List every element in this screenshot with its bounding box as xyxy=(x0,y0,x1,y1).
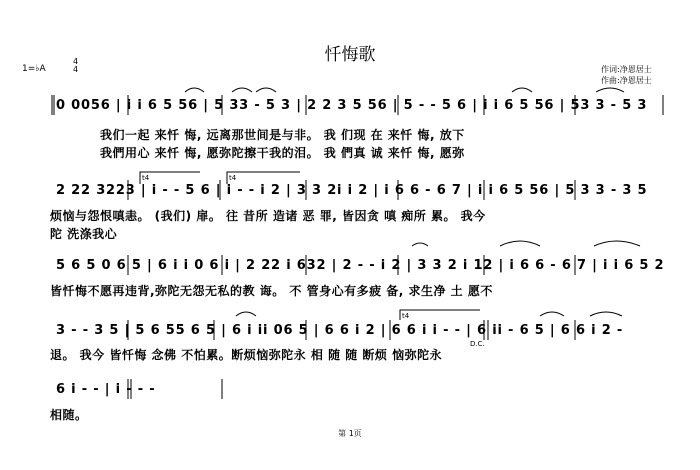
staff-row-2-notes: 2 22 3223 | i - - 5 6 | i - - i 2 | 3 3 2i i 2 | i 6 6 - 6 7 | i i 6 5 56 | 5 3 3 - 3 5 xyxy=(56,183,648,198)
slur xyxy=(236,312,256,316)
composer-credit: 作曲:净恩居士 xyxy=(601,76,652,85)
slur xyxy=(185,88,204,92)
staff-row-2-lyric-2: 陀 洗涤我心 xyxy=(50,227,118,241)
volta-bracket-3 xyxy=(400,310,480,320)
staff-row-1-lyric-1: 我们一起 来忏 悔, 远离那世间是与非。 我 们现 在 来忏 悔, 放下 xyxy=(100,128,465,142)
volta-mark-1: t4 xyxy=(142,174,150,182)
staff-row-2-lyric-1: 烦恼与怨恨嗔恚。 (我们) 扉。 往 昔所 造诸 恶 罪, 皆因贪 嗔 痴所 累。 我今 xyxy=(50,209,486,223)
staff-row-3-notes: 5 6 5 0 6 5 | 6 i i 0 6 i | 2 22 i 632 | 2 - - i 2 | 3 3 2 i 12 | i 6 6 - 6 7 | i i 6 5 2 xyxy=(56,258,665,273)
da-capo-mark: D.C. xyxy=(470,340,485,348)
slur xyxy=(540,312,564,316)
lyricist-credit: 作词:净恩居士 xyxy=(601,65,652,74)
volta-mark-3: t4 xyxy=(402,312,410,320)
staff-row-3-lyric-1: 皆忏悔不愿再违背,弥陀无怨无私的教 诲。 不 管身心有多疲 备, 求生净 土 愿不 xyxy=(50,284,493,298)
volta-bracket-2 xyxy=(227,172,300,184)
volta-mark-2: t4 xyxy=(229,174,237,182)
volta-bracket-1 xyxy=(140,172,200,184)
page-title: 忏悔歌 xyxy=(324,45,376,65)
slur xyxy=(412,243,428,246)
slur xyxy=(512,88,532,92)
slur xyxy=(596,88,624,92)
slur xyxy=(500,241,540,246)
page-number: 第 1页 xyxy=(338,429,362,438)
staff-row-5-lyric-1: 相随。 xyxy=(50,408,88,422)
slur xyxy=(594,241,640,246)
slur xyxy=(256,88,276,92)
slur xyxy=(590,312,622,316)
meter-bottom: 4 xyxy=(73,65,79,74)
staff-row-1-notes: 0 0056 | i i 6 5 56 | 5 33 - 5 3 | 2 2 3 5 56 | 5 - - 5 6 | i i 6 5 56 | 53 3 - 5 3 xyxy=(56,98,648,113)
meter-top: 4 xyxy=(73,57,79,66)
staff-row-1-lyric-2: 我們用心 来忏 悔, 愿弥陀擦干我的泪。 我 們真 诚 来忏 悔, 愿弥 xyxy=(100,146,465,160)
staff-row-5-notes: 6 i - - | i - - - xyxy=(56,382,156,397)
key-signature: 1=♭A xyxy=(22,64,46,74)
slur xyxy=(232,88,252,92)
staff-row-4-notes: 3 - - 3 5 | 5 6 55 6 5 | 6 i ii 06 5 | 6 6 i 2 | 6 6 i i - - | 6 ii - 6 5 | 6 6 i 2 - xyxy=(56,323,624,338)
staff-row-4-lyric-1: 退。 我今 皆忏悔 念佛 不怕累。断烦恼弥陀永 相 随 随 断烦 恼弥陀永 xyxy=(50,348,443,362)
